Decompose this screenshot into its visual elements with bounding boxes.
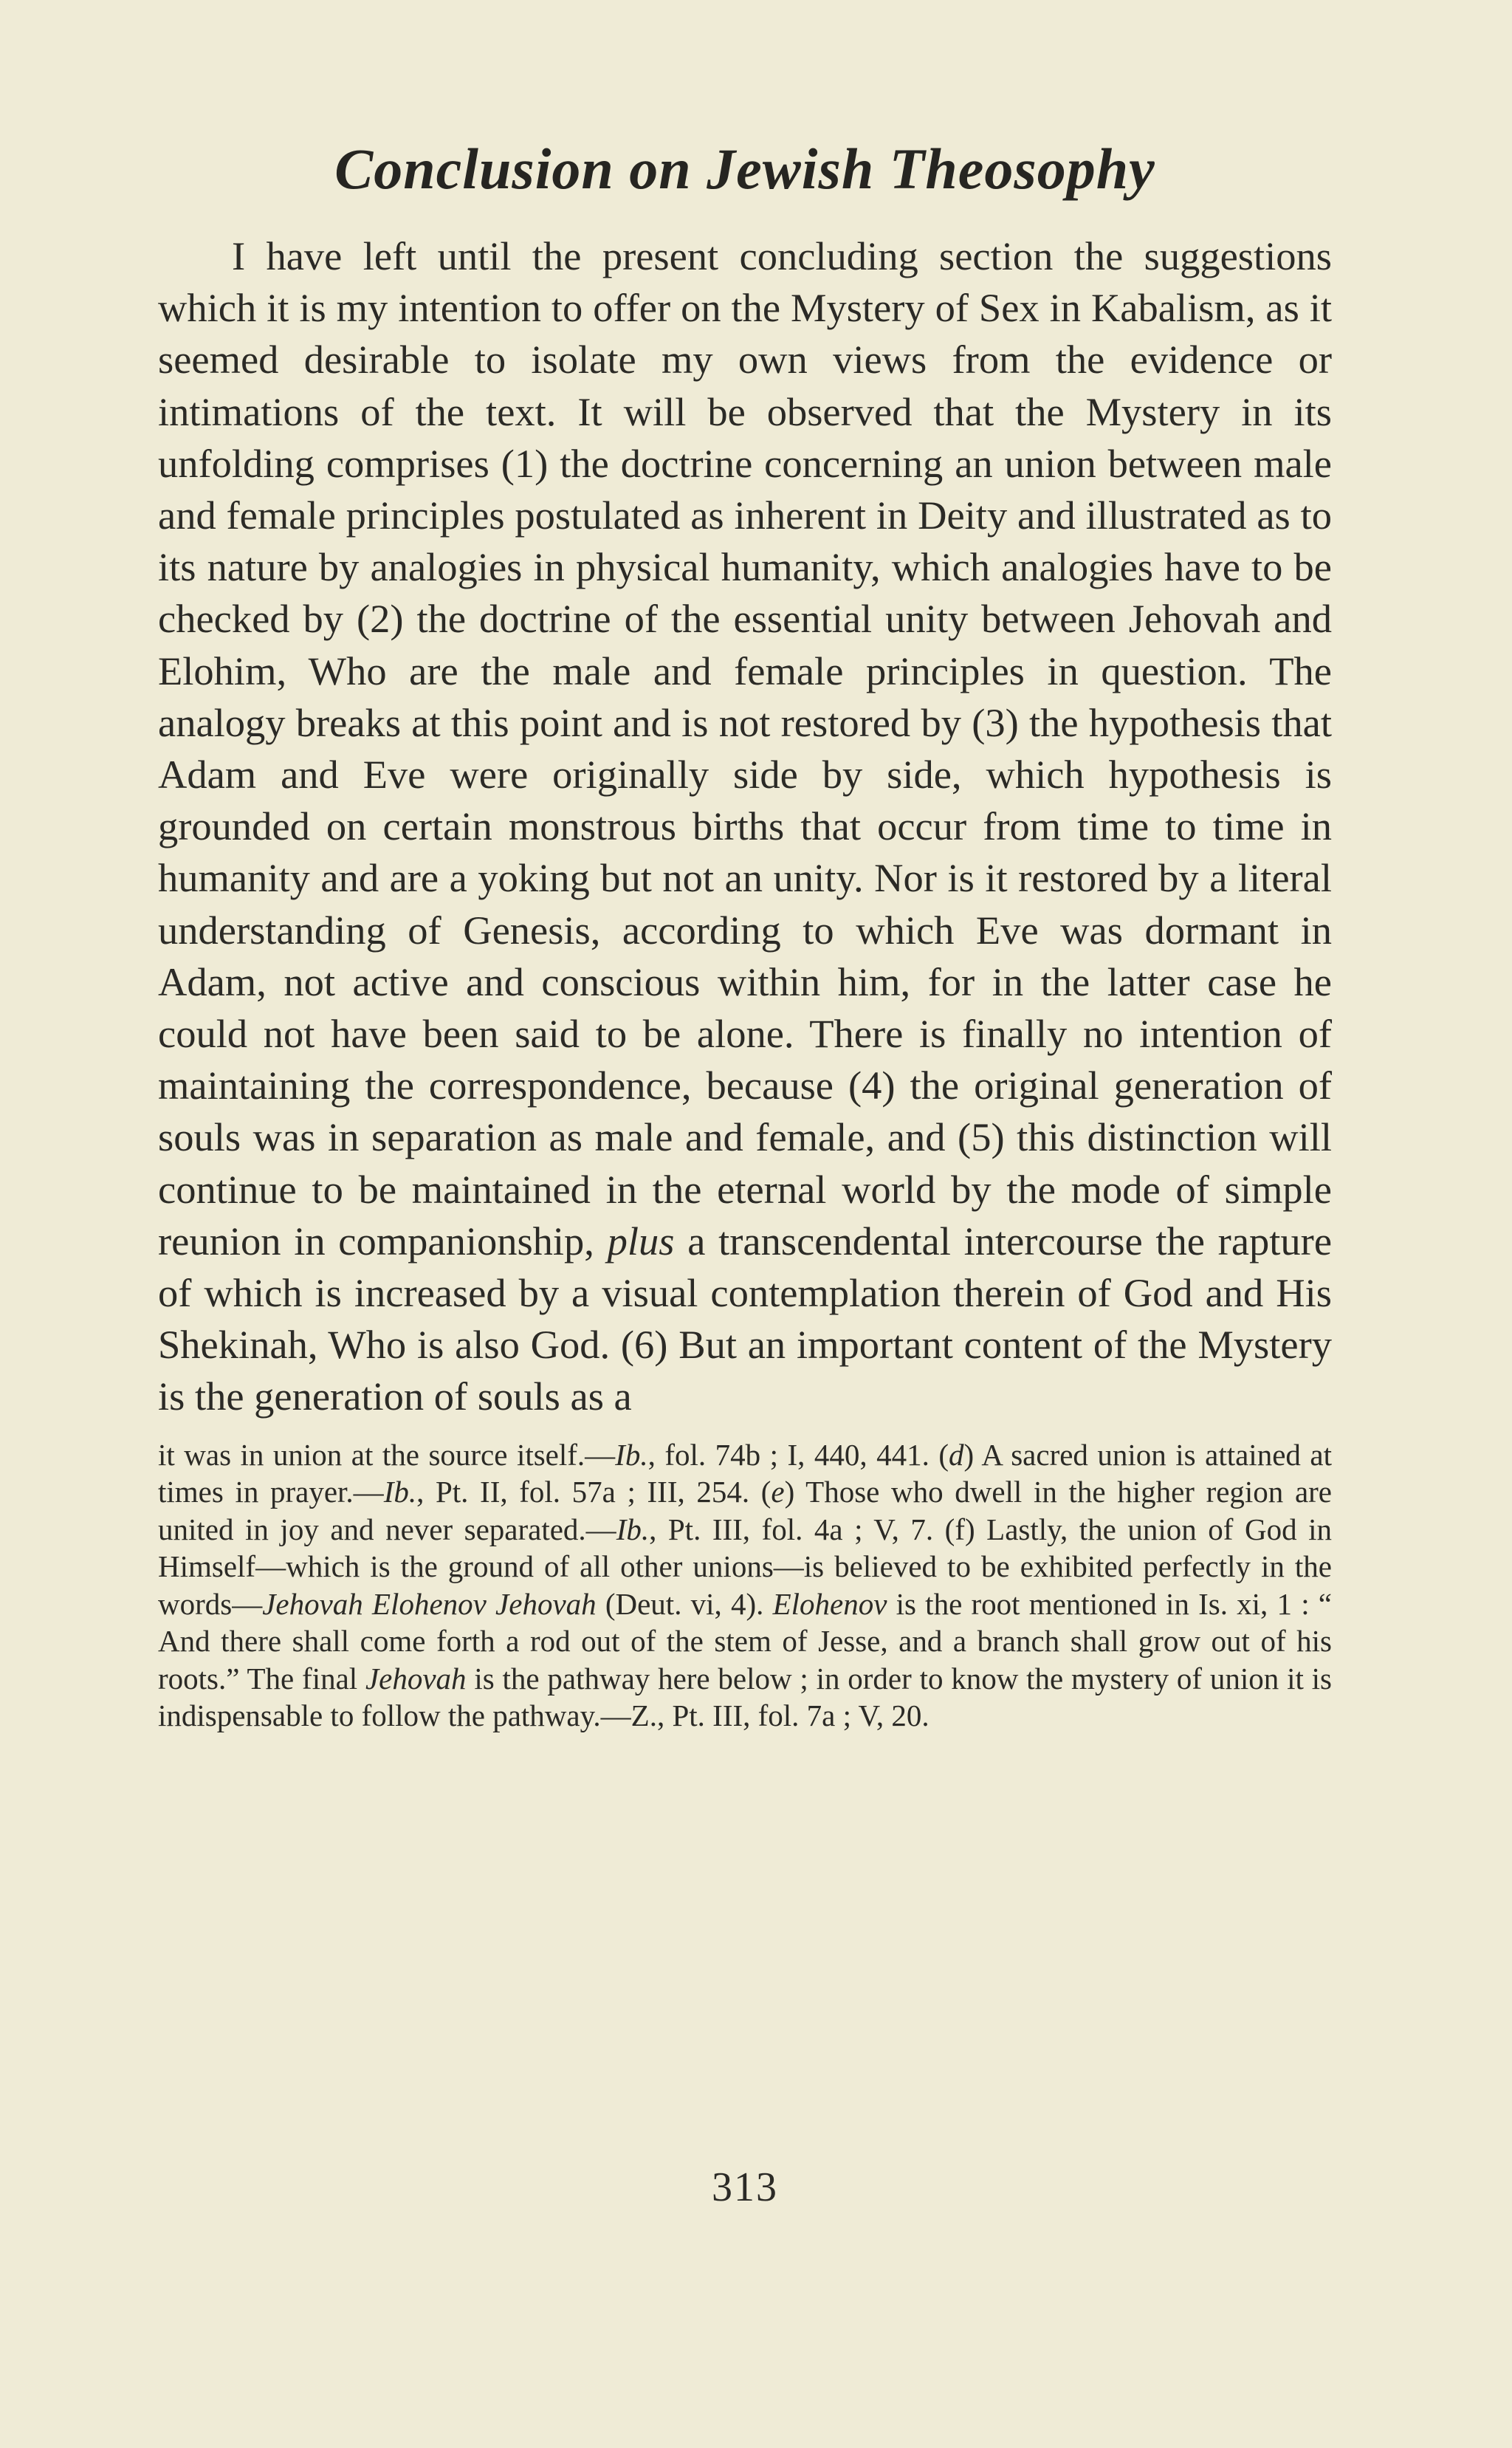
- footnote-text: ) A sacred union is attained at times in prayer.—: [158, 1437, 1332, 1509]
- footnote-text: it was in union at the source itself.—: [158, 1437, 616, 1472]
- footnote-ibid: Ib.: [616, 1512, 650, 1546]
- footnote-marker-e: e: [771, 1475, 785, 1509]
- footnote: [158, 1436, 1332, 1735]
- footnote-ibid: Ib.: [383, 1475, 417, 1509]
- footnote-italic-jehovah: Jehovah: [365, 1661, 467, 1696]
- footnote-italic-phrase: Jehovah Elohenov Jehovah: [262, 1586, 597, 1621]
- body-paragraph: [158, 230, 1332, 1423]
- footnote-text: , fol. 74b ; I, 440, 441. (: [647, 1437, 949, 1472]
- running-head: Conclusion on Jewish Theosophy: [334, 137, 1155, 201]
- book-page: [158, 137, 1333, 2210]
- body-text-part-1: I have left until the present concluding section the suggestions which it is my intention to offer on the Mystery of Sex in Kabalism, as it seemed desirable to isolate my own views from the evidence or intimations of the text. It will be observed that the Mystery in its unfolding comprises (1) the doctrine concerning an union between male and female principles postulated as inherent in Deity and illustrated as to its nature by analogies in physical humanity, which analogies have to be checked by (2) the doctrine of the essential unity between Jehovah and Elohim, Who are the male and female principles in question. The analogy breaks at this point and is not restored by (3) the hypothesis that Adam and Eve were originally side by side, which hypothesis is grounded on certain monstrous births that occur from time to time in humanity and are a yoking but not an unity. Nor is it restored by a literal understanding of Genesis, according to which Eve was dormant in Adam, not active and conscious within him, for in the latter case he could not have been said to be alone. There is finally no intention of maintaining the correspondence, because (4) the original generation of souls was in separation as male and female, and (5) this distinction will continue to be maintained in the eternal world by the mode of simple reunion in companionship,: [158, 233, 1332, 1264]
- footnote-text: ) Those who dwell in the higher region are united in joy and never separated.—: [158, 1475, 1332, 1546]
- body-text-part-2: a transcendental intercourse the rapture of which is increased by a visual contemplation therein of God and His Shekinah, Who is also God. (6) But an important content of the Mystery is the generation of souls as a: [158, 1218, 1333, 1419]
- footnote-marker-d: d: [949, 1437, 964, 1472]
- footnote-text: (Deut. vi, 4).: [596, 1586, 773, 1621]
- footnote-ibid: Ib.: [615, 1437, 648, 1472]
- footnote-text: is the pathway here below ; in order to know the mystery of union it is indispensable to follow the pathway.—Z., Pt. III, fol. 7a ; V, 20.: [158, 1661, 1332, 1733]
- footnote-text: , Pt. III, fol. 4a ; V, 7. (f) Lastly, the union of God in Himself—which is the ground of all other unions—is believed to be exhibited perfectly in the words—: [158, 1512, 1332, 1621]
- footnote-italic-elohenov: Elohenov: [772, 1586, 887, 1621]
- page-number: 313: [712, 2164, 778, 2210]
- footnote-text: , Pt. II, fol. 57a ; III, 254. (: [416, 1475, 772, 1509]
- footnote-text: is the root mentioned in Is. xi, 1 : “ And there shall come forth a rod out of the stem of Jesse, and a branch shall grow out of his roots.” The final: [158, 1586, 1332, 1696]
- italic-plus: plus: [607, 1218, 675, 1264]
